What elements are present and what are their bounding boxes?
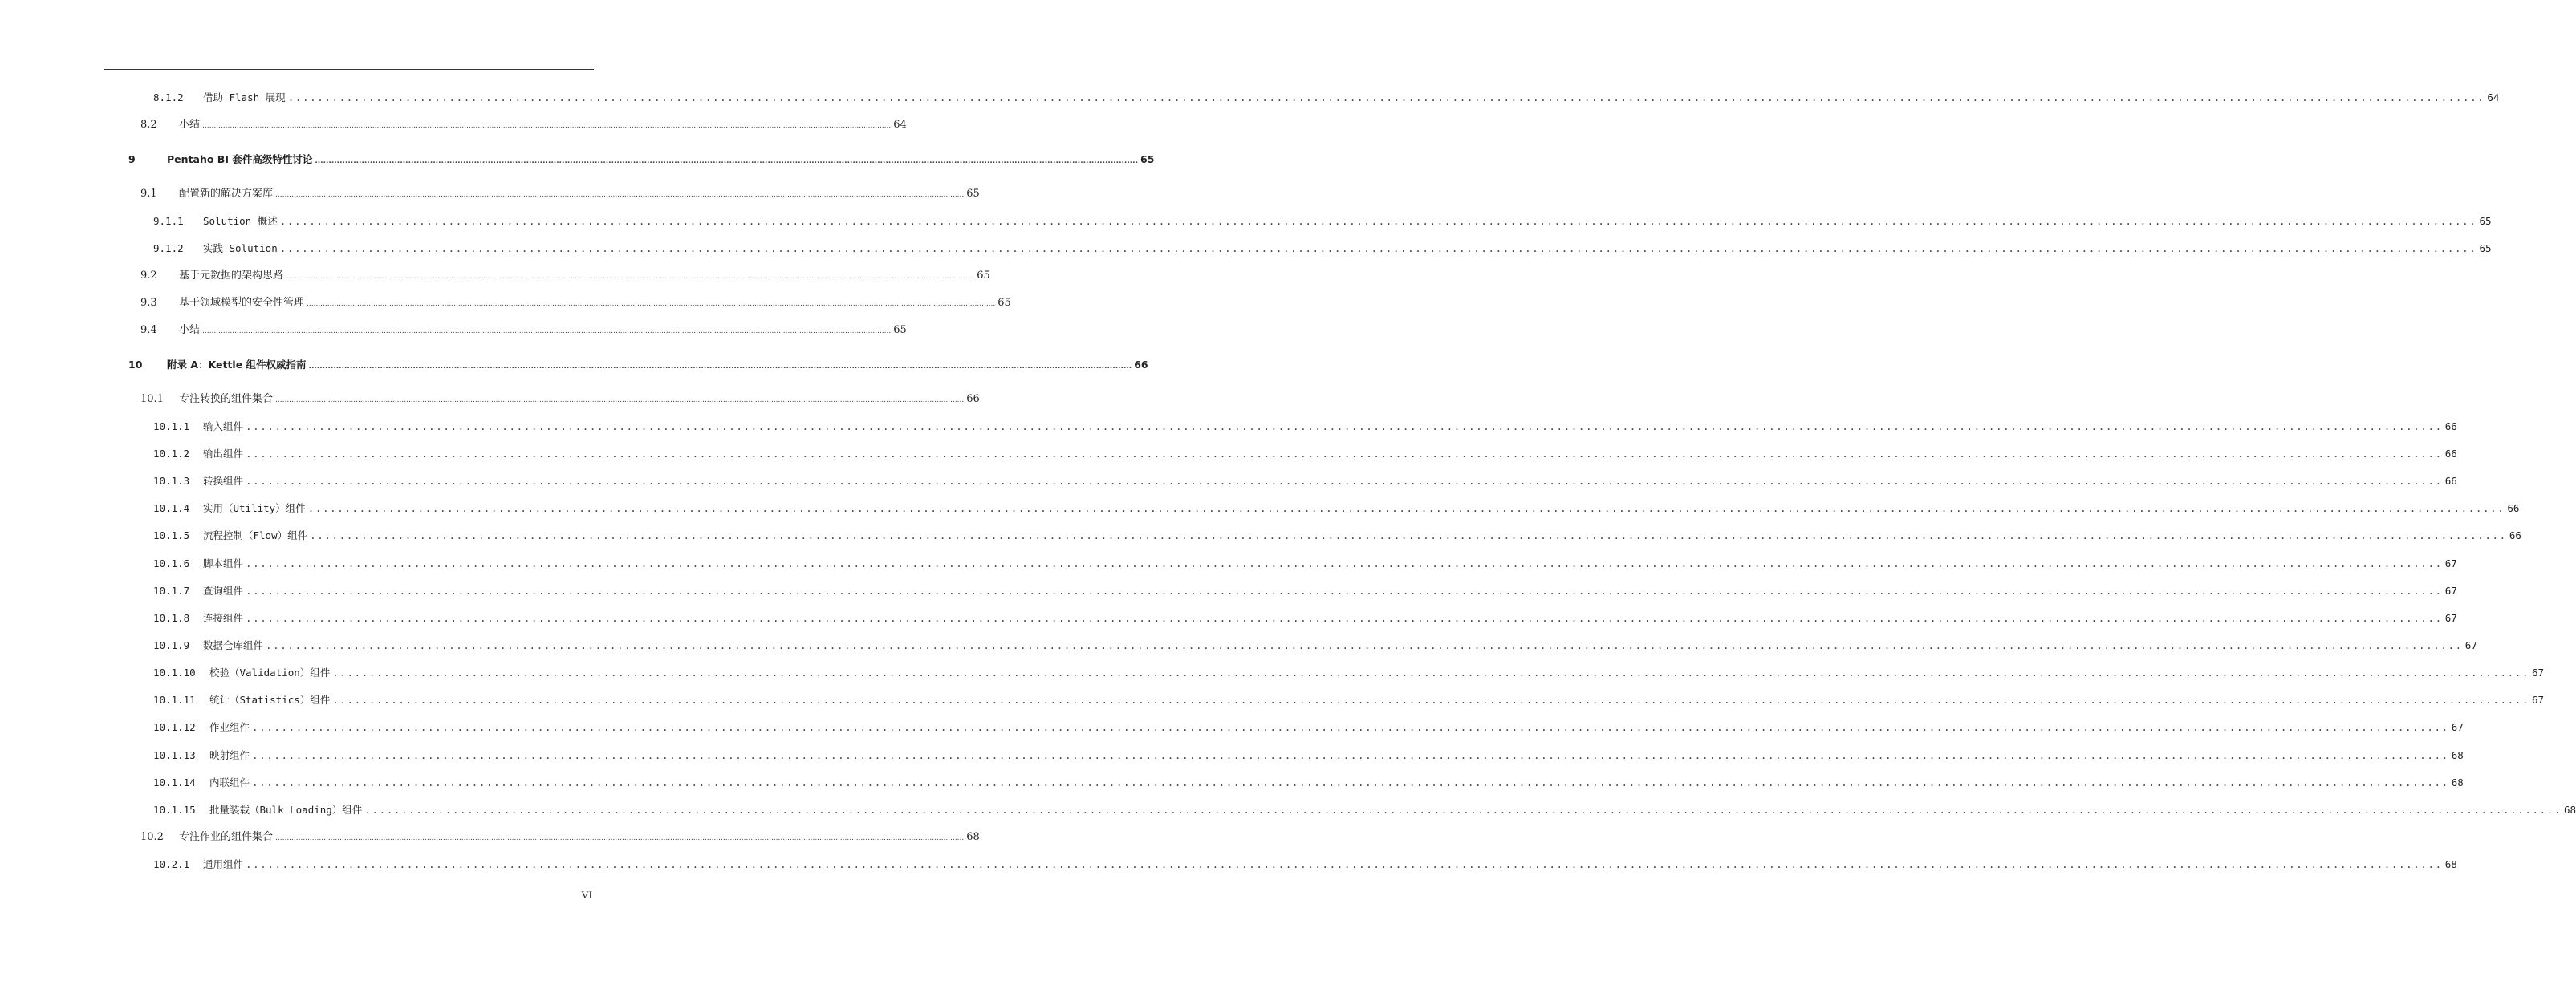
dot-leader: ............................................................................................................................................................................................................................................................................................................ <box>287 91 2485 103</box>
toc-entry-page: 67 <box>2444 557 2457 570</box>
toc-entry-page: 66 <box>2507 502 2520 514</box>
toc-entry-page: 65 <box>977 270 990 282</box>
toc-entry[interactable] <box>153 241 2492 257</box>
toc-entry-title: 小结 <box>179 119 201 131</box>
toc-entry-title: 输入组件 <box>203 420 244 432</box>
toc-entry-number: 10.1.4 <box>153 502 190 514</box>
dot-leader: ............................................................................................................................................................................................................................................................................................................ <box>252 749 2449 761</box>
toc-entry-page: 65 <box>2479 242 2492 254</box>
dot-leader: ............................................................................................................................................................................................................................................................................................................ <box>286 273 975 281</box>
toc-entry[interactable] <box>153 610 2457 626</box>
toc-entry-page: 66 <box>1134 359 1148 371</box>
toc-entry-number: 10.1.10 <box>153 667 196 679</box>
toc-entry[interactable] <box>153 719 2464 736</box>
dot-leader: ............................................................................................................................................................................................................................................................................................................ <box>246 585 2443 597</box>
toc-entry-page: 67 <box>2464 639 2477 651</box>
toc-entry[interactable] <box>153 446 2457 462</box>
toc-entry-title: 实践 Solution <box>203 242 278 254</box>
toc-entry[interactable] <box>153 638 2477 654</box>
toc-entry-page: 66 <box>2444 448 2457 460</box>
dot-leader: ............................................................................................................................................................................................................................................................................................................ <box>275 834 965 842</box>
toc-entry-page: 67 <box>2531 694 2545 706</box>
toc-entry[interactable] <box>153 802 2576 818</box>
toc-entry[interactable] <box>153 213 2492 229</box>
dot-leader: ............................................................................................................................................................................................................................................................................................................ <box>332 694 2529 706</box>
toc-entry[interactable] <box>128 357 1148 373</box>
toc-entry-page: 65 <box>2479 215 2492 227</box>
dot-leader: ............................................................................................................................................................................................................................................................................................................ <box>202 327 892 335</box>
toc-entry-number: 10.1.9 <box>153 639 190 651</box>
dot-leader: ............................................................................................................................................................................................................................................................................................................ <box>246 448 2443 460</box>
toc-entry[interactable] <box>153 692 2545 708</box>
toc-entry-number: 10.1.14 <box>153 776 196 788</box>
toc-entry-number: 10.1.15 <box>153 804 196 816</box>
toc-entry-number: 8.1.2 <box>153 91 184 103</box>
dot-leader: ............................................................................................................................................................................................................................................................................................................ <box>202 122 892 130</box>
toc-entry-title: 借助 Flash 展现 <box>203 91 286 103</box>
toc-entry-number: 9.3 <box>140 297 157 309</box>
toc-entry-title: 附录 A：Kettle 组件权威指南 <box>167 359 307 371</box>
toc-entry[interactable] <box>140 117 907 133</box>
dot-leader: ............................................................................................................................................................................................................................................................................................................ <box>275 396 965 404</box>
toc-entry-page: 68 <box>2444 858 2457 870</box>
toc-entry-page: 65 <box>997 297 1011 309</box>
toc-entry-number: 10.1.2 <box>153 448 190 460</box>
toc-entry-number: 10 <box>128 359 143 371</box>
toc-entry-page: 68 <box>2451 749 2464 761</box>
toc-entry-title: 流程控制（Flow）组件 <box>203 529 308 541</box>
toc-entry-title: 配置新的解决方案库 <box>179 188 274 200</box>
toc-entry-title: 校验（Validation）组件 <box>209 667 331 679</box>
toc-entry-page: 67 <box>2444 585 2457 597</box>
toc-entry[interactable] <box>153 748 2464 764</box>
toc-entry-title: 基于元数据的架构思路 <box>179 270 284 282</box>
dot-leader: ............................................................................................................................................................................................................................................................................................................ <box>315 157 1139 165</box>
dot-leader: ............................................................................................................................................................................................................................................................................................................ <box>279 242 2477 254</box>
toc-entry[interactable] <box>140 268 990 284</box>
toc-entry-page: 64 <box>893 119 907 131</box>
toc-entry[interactable] <box>140 322 907 338</box>
toc-entry-number: 10.1.1 <box>153 420 190 432</box>
dot-leader: ............................................................................................................................................................................................................................................................................................................ <box>246 557 2443 570</box>
toc-entry-number: 10.1.13 <box>153 749 196 761</box>
toc-entry-number: 10.1.5 <box>153 529 190 541</box>
toc-entry-number: 8.2 <box>140 119 157 131</box>
toc-entry-page: 66 <box>966 393 980 405</box>
toc-entry-number: 9.2 <box>140 270 157 282</box>
dot-leader: ............................................................................................................................................................................................................................................................................................................ <box>307 502 2505 514</box>
toc-entry-page: 68 <box>2451 776 2464 788</box>
toc-entry[interactable] <box>153 473 2457 489</box>
dot-leader: ............................................................................................................................................................................................................................................................................................................ <box>279 215 2477 227</box>
toc-entry-number: 10.1.7 <box>153 585 190 597</box>
toc-entry[interactable] <box>153 583 2457 599</box>
toc-entry[interactable] <box>140 295 1011 311</box>
toc-entry-number: 10.1.3 <box>153 475 190 487</box>
toc-entry-page: 66 <box>2444 475 2457 487</box>
toc-entry-page: 66 <box>2444 420 2457 432</box>
toc-entry-page: 65 <box>893 324 907 336</box>
toc-entry-title: 专注作业的组件集合 <box>179 831 274 843</box>
toc-entry[interactable] <box>153 528 2521 544</box>
toc-entry-number: 10.1.6 <box>153 557 190 570</box>
toc-entry-number: 10.2 <box>140 831 164 843</box>
toc-entry-number: 10.2.1 <box>153 858 190 870</box>
dot-leader: ............................................................................................................................................................................................................................................................................................................ <box>364 804 2562 816</box>
toc-entry-title: 脚本组件 <box>203 557 244 570</box>
dot-leader: ............................................................................................................................................................................................................................................................................................................ <box>308 363 1132 371</box>
toc-entry-page: 65 <box>1140 153 1155 165</box>
dot-leader: ............................................................................................................................................................................................................................................................................................................ <box>246 612 2443 624</box>
toc-entry-page: 65 <box>966 188 980 200</box>
toc-entry-title: 基于领域模型的安全性管理 <box>179 297 305 309</box>
dot-leader: ............................................................................................................................................................................................................................................................................................................ <box>310 529 2507 541</box>
toc-entry[interactable] <box>140 829 980 845</box>
toc-entry[interactable] <box>128 152 1155 168</box>
dot-leader: ............................................................................................................................................................................................................................................................................................................ <box>246 420 2443 432</box>
toc-entry-title: 查询组件 <box>203 585 244 597</box>
toc-entry[interactable] <box>153 556 2457 572</box>
dot-leader: ............................................................................................................................................................................................................................................................................................................ <box>246 475 2443 487</box>
toc-entry-title: 批量装载（Bulk Loading）组件 <box>209 804 363 816</box>
toc-entry-title: Solution 概述 <box>203 215 278 227</box>
toc-entry[interactable] <box>153 857 2457 873</box>
toc-entry-page: 67 <box>2451 721 2464 733</box>
toc-entry[interactable] <box>140 391 980 407</box>
toc-entry-number: 9.1 <box>140 188 157 200</box>
toc-entry-number: 10.1.8 <box>153 612 190 624</box>
toc-entry-title: 输出组件 <box>203 448 244 460</box>
toc-entry[interactable] <box>153 775 2464 791</box>
toc-entry-title: 内联组件 <box>209 776 250 788</box>
toc-entry[interactable] <box>153 665 2545 681</box>
toc-entry-title: 数据仓库组件 <box>203 639 264 651</box>
toc-entry-title: 映射组件 <box>209 749 250 761</box>
dot-leader: ............................................................................................................................................................................................................................................................................................................ <box>275 191 965 199</box>
toc-entry-number: 10.1.11 <box>153 694 196 706</box>
toc-entry-title: 小结 <box>179 324 201 336</box>
toc-entry-page: 67 <box>2531 667 2545 679</box>
toc-entry-title: 通用组件 <box>203 858 244 870</box>
toc-entry[interactable] <box>153 419 2457 435</box>
toc-entry-number: 9.1.2 <box>153 242 184 254</box>
toc-entry-page: 66 <box>2509 529 2521 541</box>
toc-entry-title: 转换组件 <box>203 475 244 487</box>
toc-entry-page: 64 <box>2487 91 2500 103</box>
toc-entry-number: 10.1.12 <box>153 721 196 733</box>
toc-entry-page: 67 <box>2444 612 2457 624</box>
dot-leader: ............................................................................................................................................................................................................................................................................................................ <box>266 639 2463 651</box>
toc-entry-title: 连接组件 <box>203 612 244 624</box>
dot-leader: ............................................................................................................................................................................................................................................................................................................ <box>252 721 2449 733</box>
dot-leader: ............................................................................................................................................................................................................................................................................................................ <box>246 858 2443 870</box>
page-number-footer: VI <box>581 889 592 901</box>
dot-leader: ............................................................................................................................................................................................................................................................................................................ <box>307 300 996 308</box>
toc-entry-title: Pentaho BI 套件高级特性讨论 <box>167 153 313 165</box>
toc-entry-title: 专注转换的组件集合 <box>179 393 274 405</box>
toc-entry-number: 9.1.1 <box>153 215 184 227</box>
dot-leader: ............................................................................................................................................................................................................................................................................................................ <box>332 667 2529 679</box>
dot-leader: ............................................................................................................................................................................................................................................................................................................ <box>252 776 2449 788</box>
toc-entry[interactable] <box>153 501 2520 517</box>
toc-entry-number: 10.1 <box>140 393 164 405</box>
toc-entry-title: 作业组件 <box>209 721 250 733</box>
toc-entry-page: 68 <box>966 831 980 843</box>
toc-entry-title: 实用（Utility）组件 <box>203 502 306 514</box>
toc-entry[interactable] <box>140 186 980 202</box>
toc-entry-number: 9.4 <box>140 324 157 336</box>
toc-entry-title: 统计（Statistics）组件 <box>209 694 331 706</box>
toc-entry-page: 68 <box>2564 804 2576 816</box>
toc-entry[interactable] <box>153 90 2500 106</box>
toc-entry-number: 9 <box>128 153 136 165</box>
